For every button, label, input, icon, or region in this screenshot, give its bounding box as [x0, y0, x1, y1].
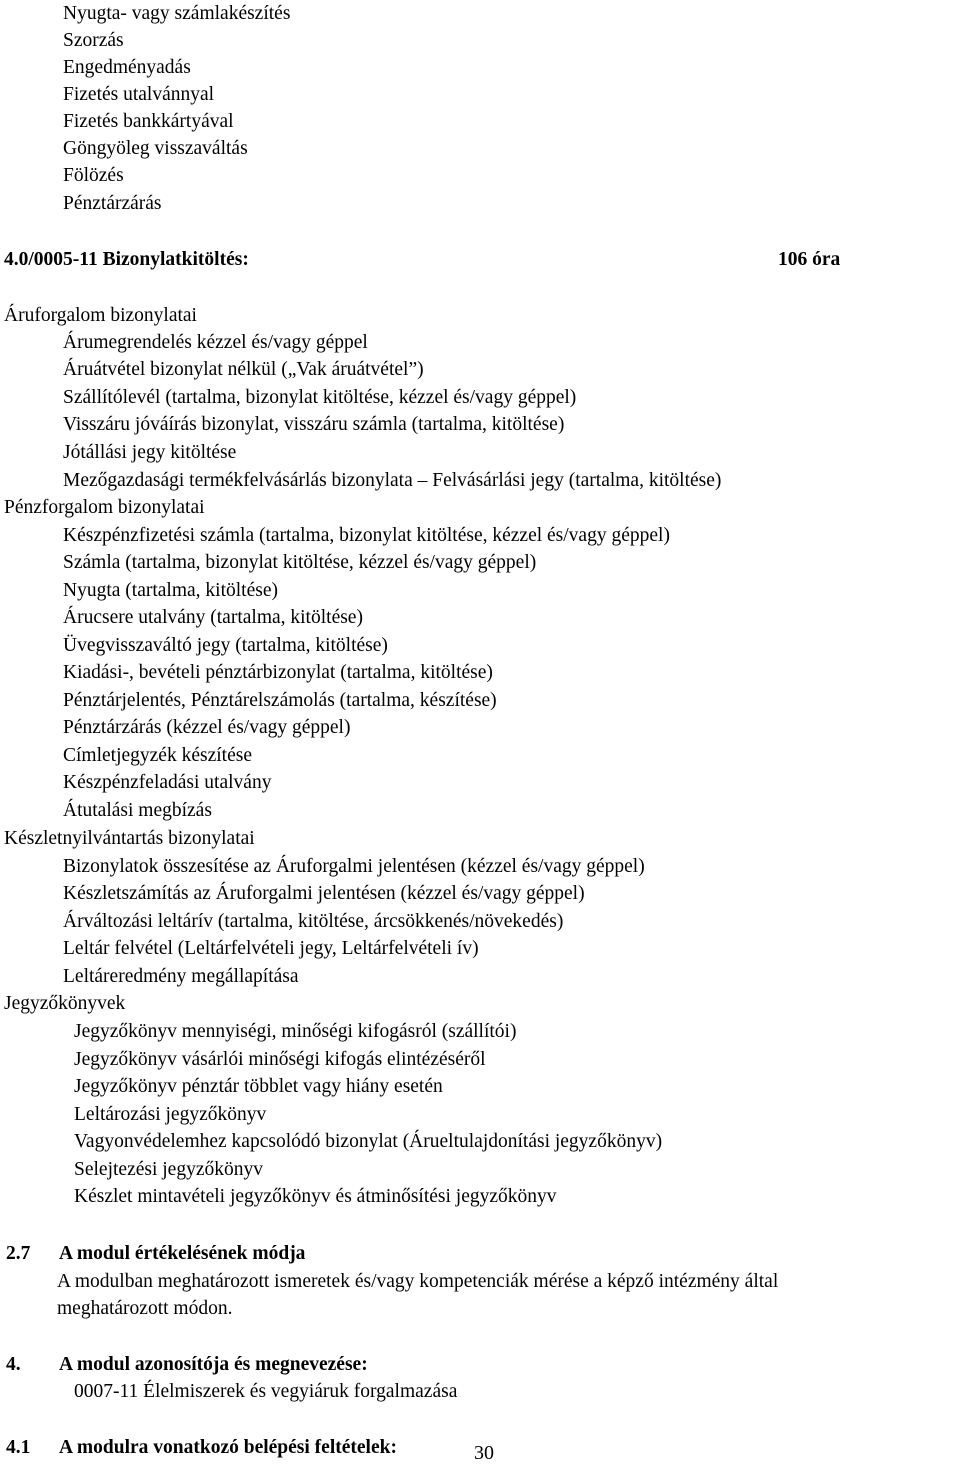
list-item: Nyugta (tartalma, kitöltése) [63, 580, 278, 601]
page-number: 30 [474, 1442, 494, 1464]
list-item: Pénztárzárás [63, 193, 162, 214]
list-item: Mezőgazdasági termékfelvásárlás bizonylata – Felvásárlási jegy (tartalma, kitöltése) [63, 470, 722, 491]
section-2-7-text-cont: meghatározott módon. [57, 1298, 233, 1319]
list-item: Jegyzőkönyv vásárlói minőségi kifogás elintézéséről [74, 1049, 486, 1070]
section-4-1-number: 4.1 [6, 1437, 31, 1458]
section-4-text: 0007-11 Élelmiszerek és vegyiáruk forgalmazása [74, 1381, 458, 1402]
list-item: Pénztárzárás (kézzel és/vagy géppel) [63, 717, 351, 738]
list-item: Leltár felvétel (Leltárfelvételi jegy, Leltárfelvételi ív) [63, 938, 479, 959]
list-item: Leltáreredmény megállapítása [63, 966, 299, 987]
list-item: Kiadási-, bevételi pénztárbizonylat (tartalma, kitöltése) [63, 662, 493, 683]
list-item: Nyugta- vagy számlakészítés [63, 3, 291, 24]
list-item: Engedményadás [63, 57, 191, 78]
list-item: Számla (tartalma, bizonylat kitöltése, kézzel és/vagy géppel) [63, 552, 537, 573]
group-title-penzforgalom: Pénzforgalom bizonylatai [4, 497, 205, 518]
list-item: Árucsere utalvány (tartalma, kitöltése) [63, 607, 363, 628]
list-item: Átutalási megbízás [63, 800, 212, 821]
group-title-aruforgalom: Áruforgalom bizonylatai [4, 305, 197, 326]
list-item: Vagyonvédelemhez kapcsolódó bizonylat (Árueltulajdonítási jegyzőkönyv) [74, 1131, 663, 1152]
list-item: Szorzás [63, 30, 124, 51]
section-4-number: 4. [6, 1354, 21, 1375]
section-2-7-number: 2.7 [6, 1243, 31, 1264]
list-item: Árváltozási leltárív (tartalma, kitöltése, árcsökkenés/növekedés) [63, 911, 564, 932]
list-item: Visszáru jóváírás bizonylat, visszáru számla (tartalma, kitöltése) [63, 414, 565, 435]
list-item: Készpénzfizetési számla (tartalma, bizonylat kitöltése, kézzel és/vagy géppel) [63, 525, 670, 546]
section-heading-title: 4.0/0005-11 Bizonylatkitöltés: [4, 249, 249, 270]
list-item: Fölözés [63, 165, 124, 186]
list-item: Jótállási jegy kitöltése [63, 442, 237, 463]
list-item: Készletszámítás az Áruforgalmi jelentésen (kézzel és/vagy géppel) [63, 883, 585, 904]
list-item: Címletjegyzék készítése [63, 745, 252, 766]
list-item: Fizetés utalvánnyal [63, 84, 215, 105]
list-item: Jegyzőkönyv pénztár többlet vagy hiány esetén [74, 1076, 443, 1097]
list-item: Leltározási jegyzőkönyv [74, 1104, 267, 1125]
list-item: Pénztárjelentés, Pénztárelszámolás (tartalma, készítése) [63, 690, 497, 711]
list-item: Üvegvisszaváltó jegy (tartalma, kitöltése) [63, 635, 388, 656]
list-item: Szállítólevél (tartalma, bizonylat kitöltése, kézzel és/vagy géppel) [63, 387, 577, 408]
list-item: Bizonylatok összesítése az Áruforgalmi jelentésen (kézzel és/vagy géppel) [63, 856, 645, 877]
list-item: Áruátvétel bizonylat nélkül („Vak áruátvétel”) [63, 359, 424, 380]
section-2-7-title: A modul értékelésének módja [59, 1243, 306, 1264]
list-item: Fizetés bankkártyával [63, 111, 234, 132]
group-title-keszlet: Készletnyilvántartás bizonylatai [4, 828, 255, 849]
section-4-1-title: A modulra vonatkozó belépési feltételek: [59, 1437, 397, 1458]
section-4-title: A modul azonosítója és megnevezése: [59, 1354, 368, 1375]
section-2-7-text: A modulban meghatározott ismeretek és/vagy kompetenciák mérése a képző intézmény által [57, 1271, 779, 1292]
list-item: Selejtezési jegyzőkönyv [74, 1159, 263, 1180]
list-item: Jegyzőkönyv mennyiségi, minőségi kifogásról (szállítói) [74, 1021, 517, 1042]
list-item: Készlet mintavételi jegyzőkönyv és átminősítési jegyzőkönyv [74, 1186, 557, 1207]
section-heading-hours: 106 óra [778, 249, 841, 270]
list-item: Árumegrendelés kézzel és/vagy géppel [63, 332, 368, 353]
list-item: Göngyöleg visszaváltás [63, 138, 248, 159]
list-item: Készpénzfeladási utalvány [63, 772, 272, 793]
group-title-jegyzokonyvek: Jegyzőkönyvek [4, 993, 126, 1014]
